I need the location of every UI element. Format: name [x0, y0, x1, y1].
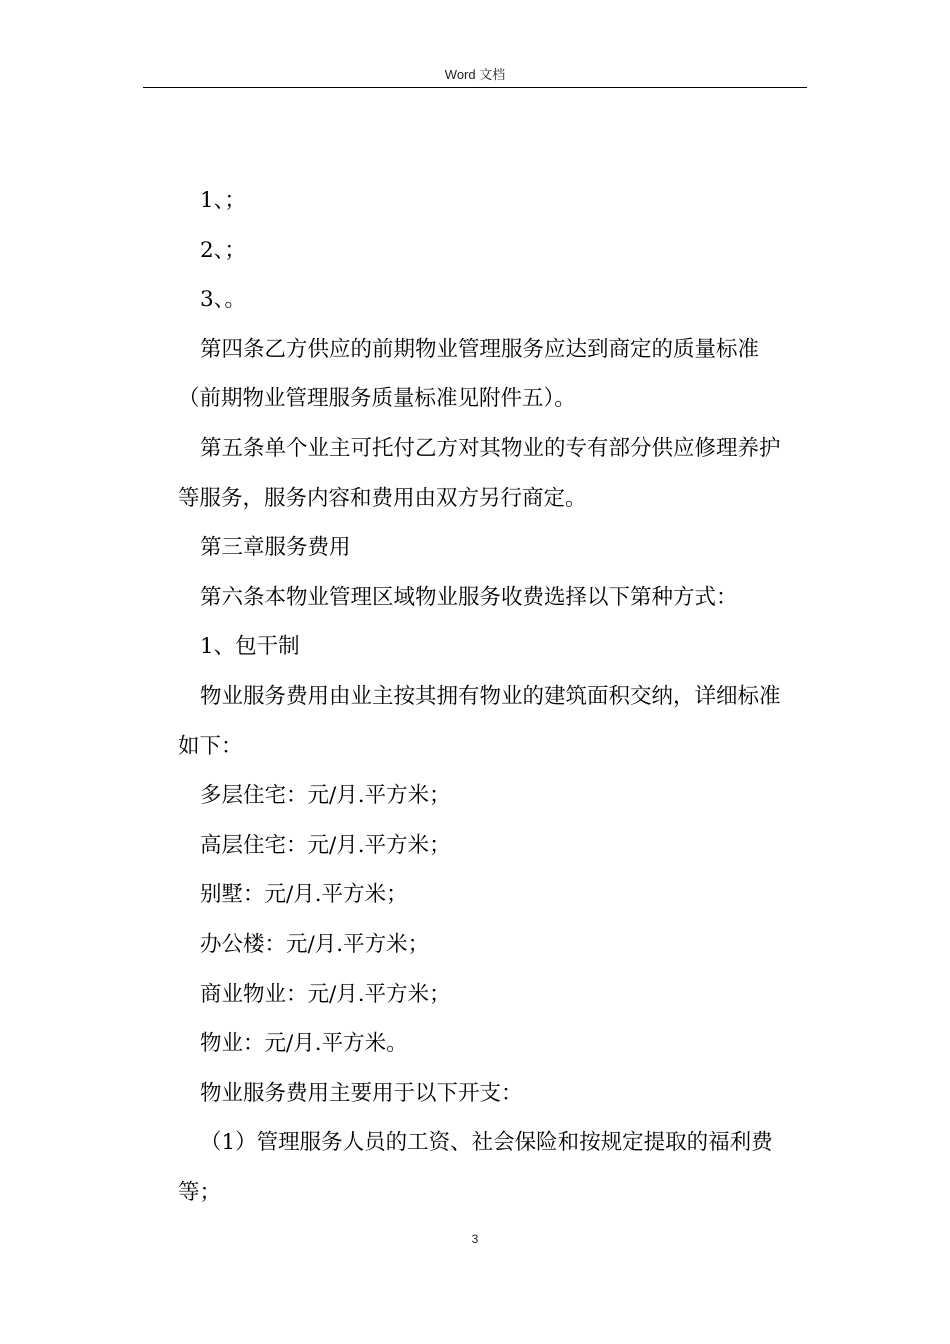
- page-number: 3: [471, 1232, 479, 1246]
- article-6: 第六条本物业管理区域物业服务收费选择以下第种方式：: [200, 584, 738, 610]
- fee-item-other: 物业：元/月.平方米。: [200, 1031, 408, 1057]
- expenditure-heading: 物业服务费用主要用于以下开支：: [200, 1080, 523, 1106]
- document-body: [178, 176, 806, 1217]
- article-4-line-2: （前期物业管理服务质量标准见附件五）。: [178, 386, 576, 412]
- article-5-line-1: 第五条单个业主可托付乙方对其物业的专有部分供应修理养护: [200, 435, 781, 461]
- fee-item-commercial: 商业物业：元/月.平方米；: [200, 981, 451, 1007]
- expenditure-item-1-line-1: （1）管理服务人员的工资、社会保险和按规定提取的福利费: [200, 1130, 773, 1156]
- list-item-3: 3、。: [200, 287, 246, 313]
- fee-method-1: 1、包干制: [200, 634, 300, 660]
- fee-item-multistorey: 多层住宅：元/月.平方米；: [200, 783, 451, 809]
- fee-item-villa: 别墅：元/月.平方米；: [200, 882, 408, 908]
- chapter-3-heading: 第三章服务费用: [200, 535, 351, 561]
- fee-standard-line-2: 如下：: [178, 733, 243, 759]
- fee-standard-line-1: 物业服务费用由业主按其拥有物业的建筑面积交纳，详细标准: [200, 683, 781, 709]
- list-item-2: 2、；: [200, 237, 246, 263]
- expenditure-item-1-line-2: 等；: [178, 1179, 222, 1205]
- page-header: Word 文档: [444, 67, 506, 82]
- list-item-1: 1、；: [200, 188, 246, 213]
- article-4-line-1: 第四条乙方供应的前期物业管理服务应达到商定的质量标准: [200, 336, 760, 362]
- fee-item-highrise: 高层住宅：元/月.平方米；: [200, 832, 451, 858]
- article-5-line-2: 等服务，服务内容和费用由双方另行商定。: [178, 485, 587, 511]
- header-divider: [143, 87, 807, 88]
- fee-item-office: 办公楼：元/月.平方米；: [200, 931, 430, 957]
